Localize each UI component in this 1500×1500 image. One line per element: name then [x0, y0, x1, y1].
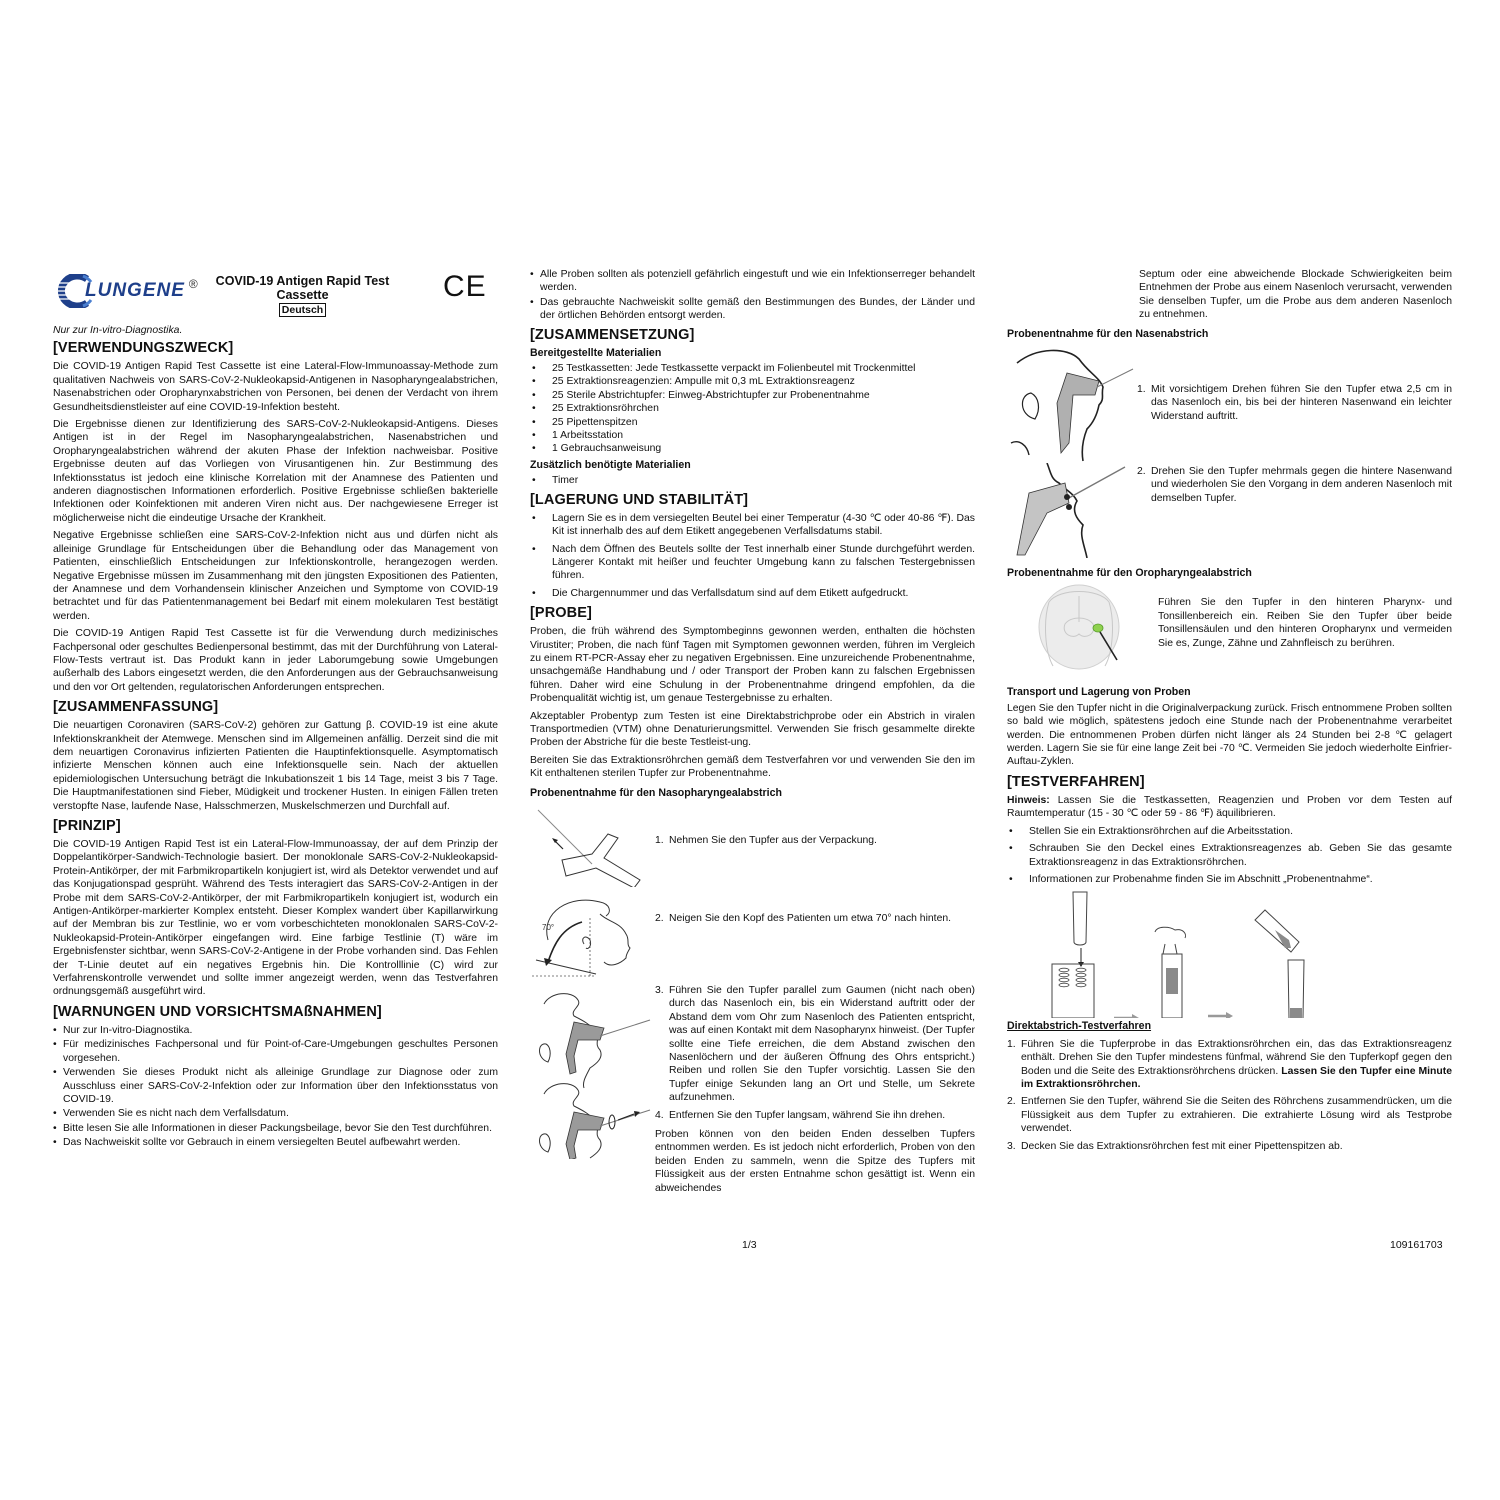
paragraph: Die COVID-19 Antigen Rapid Test ist ein Lateral-Flow-Immunoassay, der auf dem Prinzip der Doppelantikörper-Sandwich-Technologie basiert. Der monoklonale SARS-CoV-2-Nukleokapsid-Protein-Antikörper, der mit Farbmikropartikeln konjugiert ist, wird als Detektor verwendet und auf das Konjugationspad gesprüht. Während des Tests interagiert das SARS-CoV-2-Antigen in der Probe mit dem SARS-CoV-2-Antikörper, der mit Farbmikropartikeln konjugiert ist, wodurch ein Antigen-Antikörper-markierter Komplex entsteht. Dieser Komplex wandert über Kapillarwirkung auf der Membran bis zur Testlinie, wo er vom vorbeschichteten monoklonalen SARS-CoV-2-Nukleokapsid-Protein-Antikörper eingefangen wird. Eine farbige Testlinie (T) wäre im Ergebnisfenster sichtbar, wenn SARS-CoV-2-Antigene in der Probe vorhanden sind. Das Fehlen der T-Linie deutet auf ein negatives Ergebnis hin. Die Kontrolllinie (C) wird zur Verfahrenskontrolle verwendet und sollte immer angezeigt werden, wenn das Testverfahren ordnungsgemäß ausgeführt wird.	[53, 839, 498, 998]
section-heading-verwendungszweck: [VERWENDUNGSZWECK]	[53, 340, 234, 357]
step-item: 1. Nehmen Sie den Tupfer aus der Verpackung.	[655, 835, 877, 846]
paragraph: Die COVID-19 Antigen Rapid Test Cassette ist eine Lateral-Flow-Immunoassay-Methode zum qualitativen Nachweis von SARS-CoV-2-Nukleokapsid-Antigenen in Nasopharyngealabstrichen, Nasenabstrichen oder Oropharynxabstrichen von Personen, bei denen der Verdacht von ihrem Gesundheitsdienstleister auf eine COVID-19-Infektion besteht.	[53, 361, 498, 413]
head-tilt-illustration	[530, 892, 655, 982]
section-heading-zusammenfassung: [ZUSAMMENFASSUNG]	[53, 699, 219, 716]
list-item: • Das gebrauchte Nachweiskit sollte gemäß den Bestimmungen des Bundes, der Länder und der örtlichen Behörden entsorgt werden.	[530, 296, 975, 323]
list-item: • Verwenden Sie dieses Produkt nicht als alleinige Grundlage zur Diagnose oder zum Ausschluss einer SARS-CoV-2-Infektion oder zur Information über den Infektionsstatus von COVID-19.	[53, 1066, 498, 1106]
column-3	[1007, 268, 1452, 1157]
paragraph: Bereiten Sie das Extraktionsröhrchen gemäß dem Testverfahren vor und verwenden Sie den im Kit enthaltenen sterilen Tupfer zur Probenentnahme.	[530, 754, 975, 780]
title-line-1: COVID-19 Antigen Rapid Test	[215, 274, 390, 288]
arrow-right-icon	[1208, 1012, 1233, 1018]
swab-insertion-illustrations	[530, 984, 655, 1159]
list-item: • Nur zur In-vitro-Diagnostika.	[53, 1024, 498, 1037]
warnings-list	[53, 1024, 498, 1150]
paragraph: Akzeptabler Probentyp zum Testen ist eine Direktabstrichprobe oder ein Abstrich in viralen Transportmedien (VTM) ohne Denaturierungsmittel. Verwenden Sie frisch gesammelte direkte Proben der Abstriche für die beste Testleist-ung.	[530, 710, 975, 749]
list-item: • Informationen zur Probenahme finden Sie im Abschnitt „Probenentnahme“.	[1007, 873, 1452, 886]
list-item: • 25 Sterile Abstrichtupfer: Einweg-Abstrichtupfer zur Probenentnahme	[530, 389, 975, 402]
list-item: • Für medizinisches Fachpersonal und für Point-of-Care-Umgebungen geschultes Personen vorgesehen.	[53, 1038, 498, 1065]
ivd-note: Nur zur In-vitro-Diagnostika.	[53, 325, 183, 336]
angle-label: 70°	[542, 923, 555, 932]
section-heading-zusammensetzung: [ZUSAMMENSETZUNG]	[530, 326, 695, 343]
naso-step-2	[530, 892, 975, 984]
document-header	[53, 268, 498, 322]
list-item: • 1 Arbeitsstation	[530, 429, 975, 442]
storage-list	[530, 512, 975, 600]
subheading-oropharyngeal: Probenentnahme für den Oropharyngealabstrich	[1007, 567, 1252, 580]
list-item: • Schrauben Sie den Deckel eines Extraktionsreagenzes ab. Geben Sie das gesamte Extraktionsreagenz in das Extraktionsröhrchen.	[1007, 842, 1452, 869]
section-heading-warnungen: [WARNUNGEN UND VORSICHTSMAßNAHMEN]	[53, 1003, 382, 1020]
extraction-illustration	[1007, 890, 1452, 1018]
naso-step-1	[530, 802, 975, 892]
step-item: 2. Neigen Sie den Kopf des Patienten um etwa 70° nach hinten.	[655, 913, 952, 924]
subheading-transport: Transport und Lagerung von Proben	[1007, 686, 1191, 699]
nasal-swab-illustration-1	[1007, 343, 1137, 463]
nasal-step-2	[1007, 463, 1452, 563]
paragraph: Septum oder eine abweichende Blockade Schwierigkeiten beim Entnehmen der Probe aus einem Nasenloch verursacht, verwenden Sie denselben Tupfer, um die Probe aus dem anderen Nasenloch zu entnehmen.	[1139, 269, 1452, 321]
pour-into-tube-figure	[1255, 910, 1304, 1018]
nasal-swab-insert-figure	[540, 994, 651, 1088]
list-item: • 25 Extraktionsröhrchen	[530, 402, 975, 415]
provided-materials-list	[530, 362, 975, 456]
list-item: • 25 Extraktionsreagenzien: Ampulle mit 0,3 mL Extraktionsreagenz	[530, 375, 975, 388]
paragraph: Legen Sie den Tupfer nicht in die Originalverpackung zurück. Frisch entnommene Proben sollten so bald wie möglich, spätestens jedoch eine Stunde nach der Probenentnahme verarbeitet werden. Die entnommenen Proben dürfen nicht länger als 24 Stunden bei 2-8 ℃ gelagert werden. Lagern Sie sie für eine lange Zeit bei -70 ℃. Vermeiden Sie jedoch wiederholte Einfrier-Auftau-Zyklen.	[1007, 702, 1452, 768]
list-item: • Stellen Sie ein Extraktionsröhrchen auf die Arbeitsstation.	[1007, 825, 1452, 838]
nasal-swab-illustration-2	[1007, 463, 1137, 558]
document-title	[205, 274, 400, 317]
hint-paragraph: Hinweis: Lassen Sie die Testkassetten, Reagenzien und Proben vor dem Testen auf Raumtemperatur (15 - 30 ℃ oder 59 - 86 ℉) äquilibrieren.	[1007, 794, 1452, 820]
paragraph: Die COVID-19 Antigen Rapid Test Cassette ist für die Verwendung durch medizinisches Fachpersonal oder geschultes Bedienpersonal bestimmt, das mit der Durchführung von Lateral-Flow-Tests vertraut ist. Das Produkt kann in jeder Laborumgebung sowie Umgebungen außerhalb des Labors eingesetzt werden, die den Anforderungen aus der Gebrauchsanweisung und den vor Ort geltenden, regulatorischen Anforderungen entsprechen.	[53, 628, 498, 693]
step-item: 3. Decken Sie das Extraktionsröhrchen fest mit einer Pipettenspitzen ab.	[1007, 1140, 1343, 1152]
required-materials-list	[530, 474, 975, 487]
step-item: 3. Führen Sie den Tupfer parallel zum Gaumen (nicht nach oben) durch das Nasenloch ein, bis ein Widerstand auftritt oder der Abstand dem vom Ohr zum Nasenloch des Patienten entspricht, was auf einen Kontakt mit dem Nasopharynx hinweist. (Der Tupfer sollte eine Tiefe erreichen, die dem Abstand zwischen den Nasenlöchern und der äußeren Öffnung des Ohrs entspricht.) Reiben und rollen Sie den Tupfer vorsichtig. Lassen Sie den Tupfer einige Sekunden lang an Ort und Stelle, um Sekrete aufzunehmen.	[655, 985, 975, 1104]
hint-label: Hinweis:	[1007, 794, 1050, 806]
naso-step-3-4	[530, 984, 975, 1199]
reagent-ampoule-figure	[1155, 928, 1186, 1019]
list-item: • Lagern Sie es in dem versiegelten Beutel bei einer Temperatur (4-30 ℃ oder 40-86 ℉). Das Kit ist innerhalb des auf dem Etikett angegebenen Verfallsdatums stabil.	[530, 512, 975, 539]
subheading-nasal: Probenentnahme für den Nasenabstrich	[1007, 327, 1209, 340]
direct-swab-steps	[1007, 1038, 1452, 1153]
column-1	[53, 268, 498, 1153]
list-item: • Das Nachweiskit sollte vor Gebrauch in einem versiegelten Beutel aufbewahrt werden.	[53, 1136, 498, 1149]
list-item: • 25 Testkassetten: Jede Testkassette verpackt im Folienbeutel mit Trockenmittel	[530, 362, 975, 375]
nasal-swab-rotate-figure	[540, 1084, 651, 1159]
subheading-required-materials: Zusätzlich benötigte Materialien	[530, 458, 691, 471]
list-item: • Verwenden Sie es nicht nach dem Verfallsdatum.	[53, 1107, 498, 1120]
section-heading-lagerung: [LAGERUNG UND STABILITÄT]	[530, 491, 749, 508]
subheading-nasopharyngeal: Probenentnahme für den Nasopharyngealabstrich	[530, 786, 782, 799]
list-item: • Alle Proben sollten als potenziell gefährlich eingestuft und wie ein Infektionserreger behandelt werden.	[530, 268, 975, 295]
paragraph: Die Ergebnisse dienen zur Identifizierung des SARS-CoV-2-Nukleokapsid-Antigens. Dieses Antigen ist in der Regel im Nasopharyngealabstrichen, Nasenabstrichen und Oropharyngealabstrichen während der akuten Phase der Infektion nachweisbar. Positive Ergebnisse deuten auf das Vorliegen von Virusantigenen hin. Zur Bestimmung des Infektionsstatus ist jedoch eine klinische Korrelation mit der Anamnese des Patienten und anderen diagnostischen Informationen erforderlich. Positive Ergebnisse schließen bakterielle Infektionen oder Koinfektionen mit anderen Viren nicht aus. Der nachgewiesene Erreger ist möglicherweise nicht die eindeutige Ursache der Krankheit.	[53, 419, 498, 524]
language-badge: Deutsch	[279, 303, 326, 317]
workstation-figure	[1052, 892, 1094, 1018]
lungene-logo	[53, 274, 198, 308]
arrow-right-icon	[1114, 1014, 1139, 1018]
list-item: • 25 Pipettenspitzen	[530, 416, 975, 429]
warnings-list-continued	[530, 268, 975, 323]
swab-package-illustration	[530, 802, 655, 887]
subheading-direct-swab: Direktabstrich-Testverfahren	[1007, 1020, 1152, 1033]
paragraph: Negative Ergebnisse schließen eine SARS-CoV-2-Infektion nicht aus und dürfen nicht als alleinige Grundlage für Entscheidungen über die Behandlung oder das Management von Patienten, einschließlich Entscheidungen zur Infektionskontrolle, herangezogen werden. Negative Ergebnisse müssen im Zusammenhang mit den jüngsten Expositionen des Patienten, der Anamnese und dem Vorhandensein klinischer Anzeichen und Symptome von COVID-19 betrachtet und für das Patientenmanagement bei Bedarf mit einem molekularen Test bestätigt werden.	[53, 530, 498, 622]
brand-name: LUNGENE	[85, 280, 185, 302]
step-item: 2. Drehen Sie den Tupfer mehrmals gegen die hintere Nasenwand und wiederholen Sie den Vorgang in dem anderen Nasenloch mit demselben Tupfer.	[1137, 466, 1452, 504]
paragraph: Führen Sie den Tupfer in den hinteren Pharynx- und Tonsillenbereich ein. Reiben Sie den Tupfer über beide Tonsillensäulen und den hinteren Oropharynx und vermeiden Sie es, Zunge, Zähne und Zahnfleisch zu berühren.	[1158, 597, 1452, 649]
title-line-2: Cassette	[276, 288, 329, 302]
step-item: 1. Mit vorsichtigem Drehen führen Sie den Tupfer etwa 2,5 cm in das Nasenloch ein, bis bei der hinteren Nasenwand ein leichter Widerstand auftritt.	[1137, 384, 1452, 422]
paragraph: Proben können von den beiden Enden desselben Tupfers entnommen werden. Es ist jedoch nicht erforderlich, Proben von den beiden Enden zu sammeln, wenn die Spitze des Tupfers mit Flüssigkeit aus der ersten Entnahme schon gesättigt ist. Wenn ein abweichendes	[655, 1129, 975, 1194]
step-item: 2. Entfernen Sie den Tupfer, während Sie die Seiten des Röhrchens zusammendrücken, um die Flüssigkeit aus dem Tupfer zu extrahieren. Die extrahierte Lösung wird als Testprobe verwendet.	[1007, 1096, 1452, 1135]
paragraph: Proben, die früh während des Symptombeginns gewonnen werden, enthalten die höchsten Virustiter; Proben, die nach fünf Tagen mit Symptomen gewonnen werden, führen im Vergleich zu einem RT-PCR-Assay eher zu negativen Ergebnissen. Eine unzureichende Probenentnahme, unsachgemäße Handhabung und / oder Transport der Proben kann zu falschen Ergebnissen führen. Daher wird eine Schulung in der Probenentnahme dringend empfohlen, da die Probenqualität wichtig ist, um genaue Testergebnisse zu erhalten.	[530, 626, 975, 705]
list-item: • Nach dem Öffnen des Beutels sollte der Test innerhalb einer Stunde durchgeführt werden. Längerer Kontakt mit heißer und feuchter Umgebung kann zu falschen Testergebnissen führen.	[530, 543, 975, 583]
list-item: • 1 Gebrauchsanweisung	[530, 442, 975, 455]
step-item: 1. Führen Sie die Tupferprobe in das Extraktionsröhrchen ein, das das Extraktionsreagenz enthält. Drehen Sie den Tupfer mindestens fünfmal, während Sie den Tupferkopf gegen den Boden und die Seite des Extraktionsröhrchens drücken. Lassen Sie den Tupfer eine Minute im Extraktionsröhrchen.	[1007, 1038, 1452, 1090]
section-heading-prinzip: [PRINZIP]	[53, 818, 121, 834]
nasal-step-1	[1007, 343, 1452, 463]
section-heading-testverfahren: [TESTVERFAHREN]	[1007, 773, 1145, 790]
document-code: 109161703	[1390, 1239, 1443, 1251]
oropharyngeal-step	[1007, 582, 1452, 680]
paragraph: Die neuartigen Coronaviren (SARS-CoV-2) gehören zur Gattung β. COVID-19 ist eine akute Infektionskrankheit der Atemwege. Menschen sind im Allgemeinen anfällig. Derzeit sind die mit dem neuartigen Coronavirus infizierten Patienten die Hauptinfektionsquelle. Asymptomatisch infizierte Menschen können auch eine Infektionsquelle sein. Nach der aktuellen epidemiologischen Untersuchung beträgt die Inkubationszeit 1 bis 14 Tage, meist 3 bis 7 Tage. Die Hauptmanifestationen sind Fieber, Müdigkeit und trockener Husten. In einigen Fällen treten verstopfte Nase, laufende Nase, Halsschmerzen, Muskelschmerzen und Durchfall auf.	[53, 720, 498, 812]
swab-tip-icon	[1093, 624, 1103, 632]
ce-mark-icon: CE	[443, 270, 487, 303]
list-item: • Die Chargennummer und das Verfallsdatum sind auf dem Etikett aufgedruckt.	[530, 587, 975, 600]
step-item: 4. Entfernen Sie den Tupfer langsam, während Sie ihn drehen.	[655, 1109, 946, 1121]
list-item: • Bitte lesen Sie alle Informationen in dieser Packungsbeilage, bevor Sie den Test durchführen.	[53, 1122, 498, 1135]
procedure-bullets	[1007, 825, 1452, 887]
column-2	[530, 268, 975, 1199]
registered-mark: ®	[188, 277, 198, 292]
subheading-provided-materials: Bereitgestellte Materialien	[530, 346, 662, 359]
list-item: • Timer	[530, 474, 975, 487]
mouth-illustration	[1007, 582, 1150, 672]
section-heading-probe: [PROBE]	[530, 605, 592, 622]
page-number: 1/3	[742, 1239, 757, 1251]
